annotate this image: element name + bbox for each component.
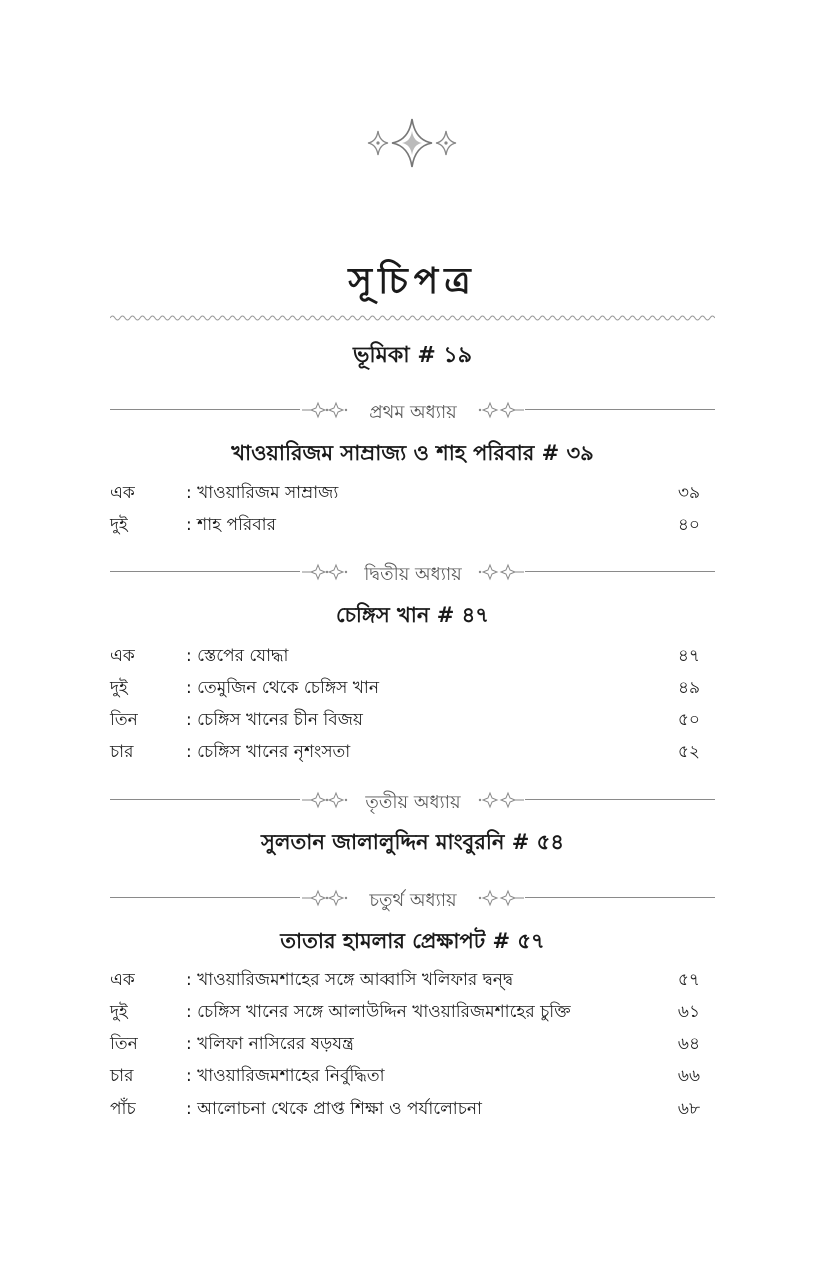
chapter-label: তৃতীয় অধ্যায় (365, 792, 461, 813)
entry-title: : খাওয়ারিজমশাহের নির্বুদ্ধিতা (186, 1066, 385, 1086)
divider-line (525, 897, 715, 898)
entry-page: ৬৮ (677, 1099, 700, 1119)
diamond-ornament-icon (478, 401, 524, 419)
entry-page: ৪০ (677, 515, 700, 535)
divider-line (525, 799, 715, 800)
entry-page: ৬১ (677, 1002, 700, 1022)
divider-line (110, 897, 300, 898)
entry-page: ৬৪ (677, 1034, 700, 1054)
chapter-divider (110, 560, 715, 584)
diamond-ornament-icon (302, 401, 348, 419)
toc-entry[interactable] (110, 707, 700, 735)
entry-page: ৪৭ (677, 646, 700, 666)
toc-entry[interactable] (110, 999, 700, 1027)
entry-page: ৫০ (677, 710, 700, 730)
entry-number: চার (110, 1066, 134, 1086)
divider-line (110, 571, 300, 572)
diamond-ornament-icon (302, 563, 348, 581)
diamond-ornament-icon (478, 889, 524, 907)
entry-title: : চেঙ্গিস খানের সঙ্গে আলাউদ্দিন খাওয়ারিজমশাহের চুক্তি (186, 1002, 571, 1022)
entry-title: : চেঙ্গিস খানের নৃশংসতা (186, 742, 351, 762)
chapter-divider (110, 398, 715, 422)
entry-page: ৬৬ (677, 1066, 700, 1086)
toc-entry[interactable] (110, 480, 700, 508)
introduction-entry[interactable]: ভূমিকা # ১৯ (353, 343, 472, 368)
toc-entry[interactable] (110, 967, 700, 995)
divider-line (525, 571, 715, 572)
toc-entry[interactable] (110, 643, 700, 671)
entry-title: : খাওয়ারিজমশাহের সঙ্গে আব্বাসি খলিফার দ্বন্দ্ব (186, 970, 514, 990)
chapter-title[interactable]: খাওয়ারিজম সাম্রাজ্য ও শাহ পরিবার # ৩৯ (231, 441, 594, 465)
entry-title: : শাহ পরিবার (186, 515, 276, 535)
entry-page: ৩৯ (677, 483, 700, 503)
divider-line (110, 409, 300, 410)
page-title: সূচিপত্র (348, 261, 477, 302)
toc-entry[interactable] (110, 1096, 700, 1124)
top-ornament (362, 117, 462, 169)
toc-entry[interactable] (110, 675, 700, 703)
entry-page: ৫৭ (677, 970, 700, 990)
chapter-divider (110, 788, 715, 812)
entry-number: পাঁচ (110, 1099, 136, 1119)
entry-title: : খলিফা নাসিরের ষড়যন্ত্র (186, 1034, 354, 1054)
entry-number: দুই (110, 515, 128, 535)
chapter-label: দ্বিতীয় অধ্যায় (364, 564, 462, 585)
chapter-label: প্রথম অধ্যায় (369, 402, 457, 423)
chapter-title[interactable]: চেঙ্গিস খান # ৪৭ (336, 603, 489, 627)
toc-entry[interactable] (110, 1063, 700, 1091)
entry-page: ৫২ (677, 742, 700, 762)
entry-number: চার (110, 742, 134, 762)
diamond-ornament-icon (302, 889, 348, 907)
entry-title: : স্তেপের যোদ্ধা (186, 646, 289, 666)
entry-title: : চেঙ্গিস খানের চীন বিজয় (186, 710, 363, 730)
chapter-label: চতুর্থ অধ্যায় (369, 890, 457, 911)
toc-entry[interactable] (110, 739, 700, 767)
diamond-ornament-icon (302, 791, 348, 809)
entry-title: : তেমুজিন থেকে চেঙ্গিস খান (186, 678, 379, 698)
entry-page: ৪৯ (677, 678, 700, 698)
entry-number: তিন (110, 1034, 138, 1054)
toc-entry[interactable] (110, 512, 700, 540)
toc-entry[interactable] (110, 1031, 700, 1059)
entry-number: এক (110, 483, 135, 503)
chapter-title[interactable]: তাতার হামলার প্রেক্ষাপট # ৫৭ (280, 929, 545, 953)
entry-number: এক (110, 646, 135, 666)
chapter-title[interactable]: সুলতান জালালুদ্দিন মাংবুরনি # ৫৪ (261, 830, 564, 854)
divider-line (110, 799, 300, 800)
chapter-divider (110, 886, 715, 910)
entry-title: : খাওয়ারিজম সাম্রাজ্য (186, 483, 339, 503)
entry-number: দুই (110, 678, 128, 698)
entry-number: এক (110, 970, 135, 990)
entry-number: তিন (110, 710, 138, 730)
title-divider (110, 313, 715, 323)
diamond-ornament-icon (478, 791, 524, 809)
entry-title: : আলোচনা থেকে প্রাপ্ত শিক্ষা ও পর্যালোচনা (186, 1099, 482, 1119)
diamond-ornament-icon (478, 563, 524, 581)
entry-number: দুই (110, 1002, 128, 1022)
divider-line (525, 409, 715, 410)
